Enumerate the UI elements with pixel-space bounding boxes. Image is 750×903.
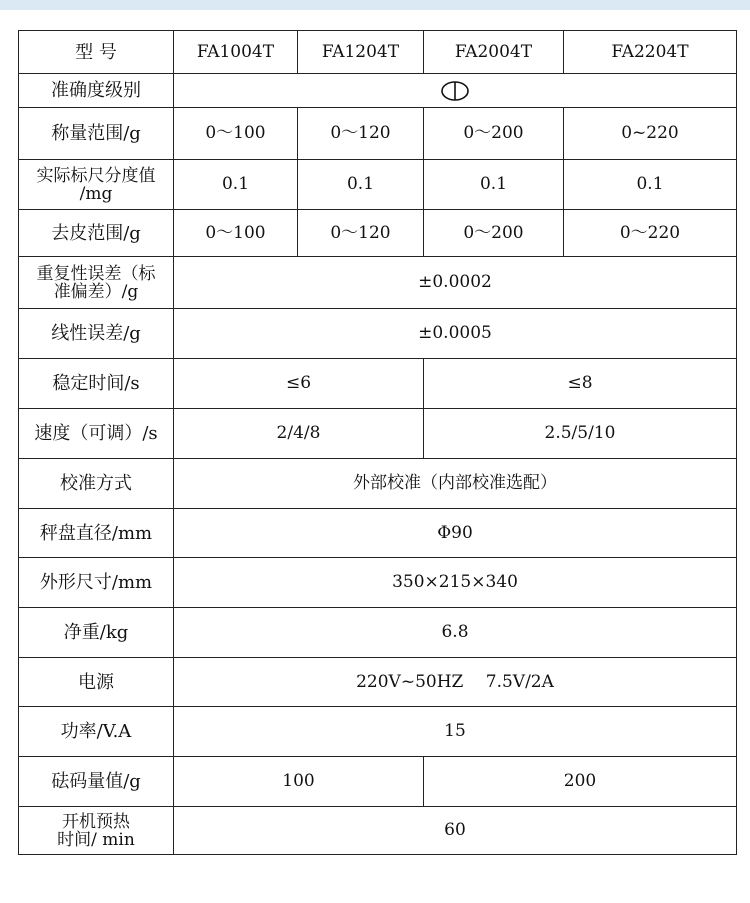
accuracy-class-i-icon	[440, 80, 470, 102]
tare-value: 0～100	[174, 210, 298, 257]
capacity-value: 0～100	[174, 108, 298, 160]
net-weight-row	[19, 608, 737, 658]
dimensions-label: 外形尺寸/mm	[19, 558, 174, 608]
power-consumption-value: 15	[174, 707, 737, 757]
capacity-value: 0～120	[298, 108, 424, 160]
model-fa1204t: FA1204T	[298, 31, 424, 74]
weight-value-row	[19, 757, 737, 807]
scale-interval-label	[19, 160, 174, 210]
net-weight-value: 6.8	[174, 608, 737, 658]
weight-value-value: 100	[174, 757, 424, 807]
stabilization-row	[19, 359, 737, 409]
scale-interval-label-line2: /mg	[79, 183, 113, 204]
calibration-row	[19, 459, 737, 509]
dimensions-value: 350×215×340	[174, 558, 737, 608]
tare-label: 去皮范围/g	[19, 210, 174, 257]
power-consumption-label: 功率/V.A	[19, 707, 174, 757]
repeatability-row	[19, 257, 737, 309]
tare-value: 0～120	[298, 210, 424, 257]
weight-value-label: 砝码量值/g	[19, 757, 174, 807]
pan-diameter-label: 秤盘直径/mm	[19, 509, 174, 558]
repeatability-value: ±0.0002	[174, 257, 737, 309]
linearity-row	[19, 309, 737, 359]
model-fa2004t: FA2004T	[424, 31, 564, 74]
header-row	[19, 31, 737, 74]
capacity-value: 0~220	[564, 108, 737, 160]
scale-interval-row	[19, 160, 737, 210]
model-fa2204t: FA2204T	[564, 31, 737, 74]
repeatability-label-line2: 准偏差）/g	[53, 281, 139, 302]
pan-diameter-row	[19, 509, 737, 558]
speed-label: 速度（可调）/s	[19, 409, 174, 459]
scale-interval-value: 0.1	[424, 160, 564, 210]
pan-diameter-value: Φ90	[174, 509, 737, 558]
weight-value-value: 200	[424, 757, 737, 807]
warmup-row	[19, 807, 737, 855]
accuracy-row	[19, 74, 737, 108]
repeatability-label	[19, 257, 174, 309]
capacity-row	[19, 108, 737, 160]
stabilization-value: ≤8	[424, 359, 737, 409]
tare-row	[19, 210, 737, 257]
scale-interval-value: 0.1	[174, 160, 298, 210]
power-label: 电源	[19, 658, 174, 707]
scale-interval-value: 0.1	[564, 160, 737, 210]
model-label: 型 号	[19, 31, 174, 74]
speed-value: 2.5/5/10	[424, 409, 737, 459]
spec-table	[18, 30, 737, 855]
scale-interval-label-line1: 实际标尺分度值	[36, 165, 156, 186]
warmup-value: 60	[174, 807, 737, 855]
tare-value: 0～220	[564, 210, 737, 257]
linearity-value: ±0.0005	[174, 309, 737, 359]
accuracy-label: 准确度级别	[19, 74, 174, 108]
power-value: 220V~50HZ 7.5V/2A	[174, 658, 737, 707]
warmup-label-line2: 时间/ min	[57, 829, 135, 850]
repeatability-label-line1: 重复性误差（标	[36, 263, 156, 284]
tare-value: 0～200	[424, 210, 564, 257]
calibration-label: 校准方式	[19, 459, 174, 509]
dimensions-row	[19, 558, 737, 608]
stabilization-value: ≤6	[174, 359, 424, 409]
speed-value: 2/4/8	[174, 409, 424, 459]
power-row	[19, 658, 737, 707]
scale-interval-value: 0.1	[298, 160, 424, 210]
power-consumption-row	[19, 707, 737, 757]
net-weight-label: 净重/kg	[19, 608, 174, 658]
capacity-label: 称量范围/g	[19, 108, 174, 160]
warmup-label-line1: 开机预热	[62, 811, 130, 832]
calibration-value: 外部校准（内部校准选配）	[174, 459, 737, 509]
speed-row	[19, 409, 737, 459]
model-fa1004t: FA1004T	[174, 31, 298, 74]
linearity-label: 线性误差/g	[19, 309, 174, 359]
top-bar	[0, 0, 750, 10]
warmup-label	[19, 807, 174, 855]
stabilization-label: 稳定时间/s	[19, 359, 174, 409]
accuracy-value	[174, 74, 737, 108]
capacity-value: 0～200	[424, 108, 564, 160]
